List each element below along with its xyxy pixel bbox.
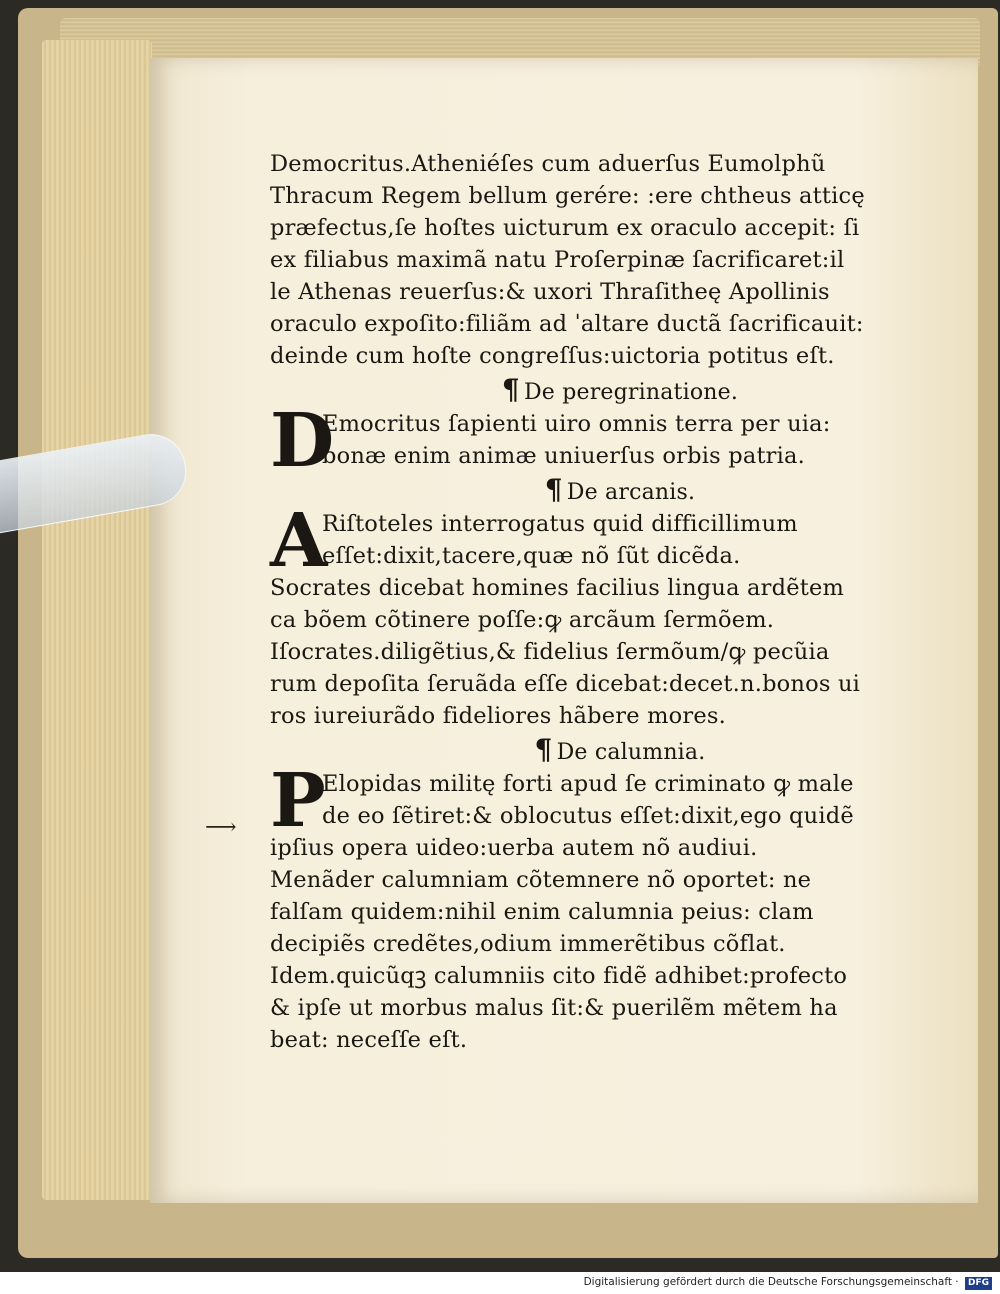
text-line: ipſius opera uideo:uerba autem nõ audiui. [270, 835, 758, 861]
text-line: falſam quidem:nihil enim calumnia peius: clam [270, 899, 814, 925]
text-line: Elopidas militę forti apud ſe criminato ꝙ male [322, 771, 854, 797]
text-line: Emocritus ſapienti uiro omnis terra per uia: [322, 411, 831, 437]
paragraph-with-initial [270, 498, 970, 584]
paragraph-with-initial [270, 398, 970, 484]
text-line: Idem.quicũqꝫ calumniis cito fidẽ adhibet:profecto [270, 963, 848, 989]
text-line: ros iureiurãdo fideliores hãbere mores. [270, 703, 726, 729]
text-line: eſſet:dixit,tacere,quæ nõ ſũt dicẽda. [322, 543, 741, 569]
section-heading [270, 372, 970, 408]
text-line: Socrates dicebat homines facilius lingua ardẽtem [270, 575, 845, 601]
text-line: beat: neceſſe eſt. [270, 1027, 468, 1053]
paragraph-with-initial [270, 758, 970, 864]
text-line: & ipſe ut morbus malus ſit:& puerilẽm mẽtem ha [270, 995, 838, 1021]
section-heading-text: De calumnia. [556, 740, 706, 765]
drop-cap-initial: D [270, 398, 335, 484]
text-line: bonæ enim animæ uniuerſus orbis patria. [322, 443, 806, 469]
drop-cap-initial: P [270, 758, 326, 844]
text-line: præfectus,ſe hoſtes uicturum ex oraculo accepit: ſi [270, 215, 860, 241]
dfg-logo: DFG [965, 1277, 992, 1290]
text-line: ex filiabus maximã natu Proſerpinæ ſacrificaret:il [270, 247, 845, 273]
digitization-caption: Digitalisierung gefördert durch die Deutsche Forschungsgemeinschaft · DFG [584, 1272, 992, 1292]
section-heading [270, 732, 970, 768]
text-line: Riſtoteles interrogatus quid difficillimum [322, 511, 798, 537]
pilcrow-mark: ¶ [544, 473, 563, 506]
caption-text: Digitalisierung gefördert durch die Deutsche Forschungsgemeinschaft [583, 1276, 952, 1288]
page-text [270, 148, 970, 1056]
text-line: decipiẽs credẽtes,odium immerẽtibus cõflat. [270, 931, 786, 957]
page-fore-edge [42, 40, 152, 1200]
text-line: de eo ſẽtiret:& oblocutus eſſet:dixit,ego quidẽ [322, 803, 854, 829]
text-line: oraculo expoſito:filiãm ad ˈaltare ductã ſacrificauit: [270, 311, 864, 337]
book-page [150, 58, 978, 1203]
text-line: rum depoſita ſeruãda eſſe dicebat:decet.n.bonos ui [270, 671, 861, 697]
section-heading [270, 472, 970, 508]
section-heading-text: De peregrinatione. [523, 380, 739, 405]
text-line: le Athenas reuerſus:& uxori Thraſitheę Apollinis [270, 279, 830, 305]
margin-arrow-mark: ⟶ [205, 815, 237, 840]
text-line: deinde cum hoſte congreſſus:uictoria potitus eſt. [270, 343, 835, 369]
pilcrow-mark: ¶ [534, 733, 553, 766]
text-line: Iſocrates.diligẽtius,& fidelius ſermõum/ꝙ pecũia [270, 639, 830, 665]
text-line: Democritus.Atheniéſes cum aduerſus Eumolphũ [270, 151, 826, 177]
pilcrow-mark: ¶ [501, 373, 520, 406]
text-line: Menãder calumniam cõtemnere nõ oportet: ne [270, 867, 812, 893]
text-line: Thracum Regem bellum gerére: :ere chtheus atticę [270, 183, 865, 209]
section-heading-text: De arcanis. [566, 480, 696, 505]
drop-cap-initial: A [270, 498, 328, 584]
text-line: ca bõem cõtinere poſſe:ꝙ arcãum ſermõem. [270, 607, 775, 633]
